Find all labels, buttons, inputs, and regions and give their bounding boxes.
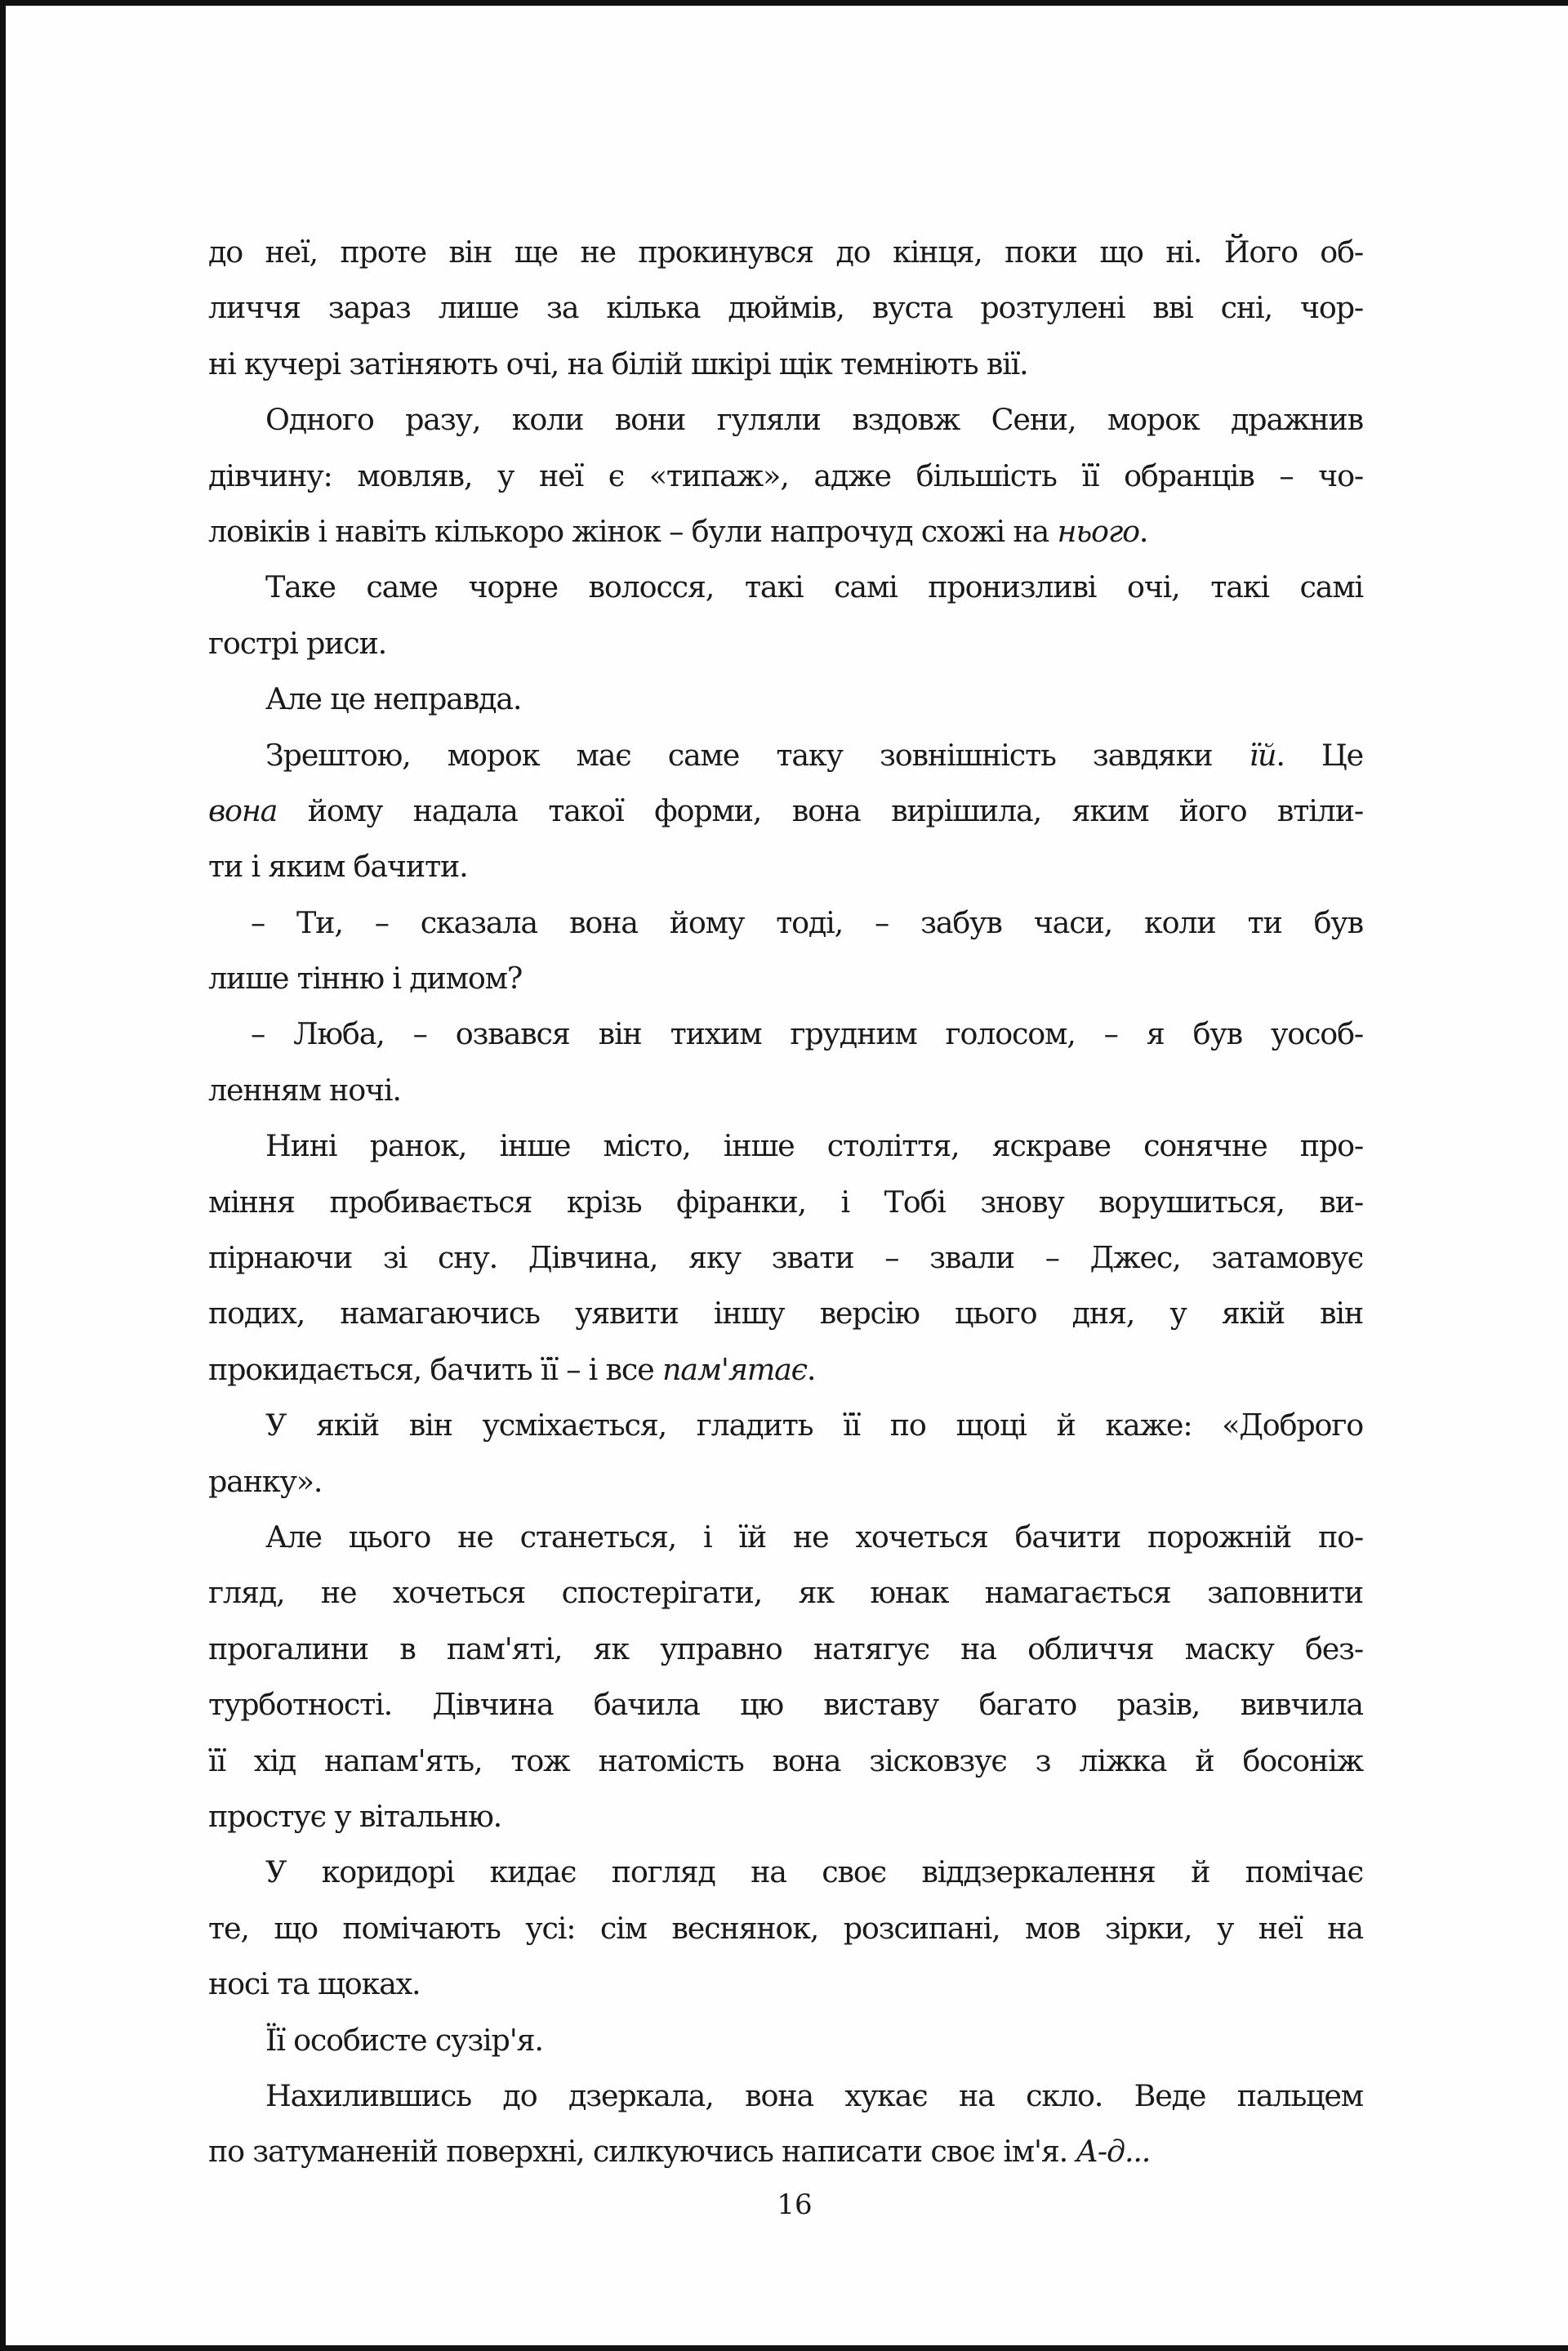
italic-text: вона [208,792,278,828]
text-run: ленням ночі. [208,1072,401,1108]
paragraph [208,2013,1363,2068]
text-run: Нахилившись до дзеркала, вона хукає на скло. Веде пальцем [265,2077,1363,2113]
text-run: лише тінню і димом? [208,961,523,997]
text-line [208,392,1363,448]
text-line [208,225,1363,280]
text-run: – Ти, – сказала вона йому тоді, – забув часи, коли ти був [251,904,1363,940]
text-run: Але це неправда. [265,681,522,717]
paragraph [208,225,1363,392]
text-line [208,616,1363,671]
text-line [208,671,1363,727]
text-line [208,337,1363,392]
paragraph [208,2068,1363,2180]
text-line [208,1677,1363,1733]
text-line [208,1733,1363,1789]
text-line [208,2068,1363,2124]
text-run: Зрештою, морок має саме таку зовнішність завдяки [265,737,1250,773]
text-run: прокидається, бачить її – і все [208,1351,662,1387]
text-line [208,1286,1363,1341]
text-run: . [1138,513,1148,549]
text-run: – Люба, – озвався він тихим грудним голосом, – я був уособ- [251,1016,1363,1052]
text-line [208,1175,1363,1230]
paragraph [208,392,1363,560]
text-line [208,1342,1363,1398]
text-line [208,1118,1363,1174]
text-run: ти і яким бачити. [208,849,468,885]
text-line [208,895,1363,951]
page-number: 16 [777,2188,813,2221]
text-run: те, що помічають усі: сім веснянок, розсипані, мов зірки, у неї на [208,1910,1363,1946]
text-line [208,2013,1363,2068]
text-line [208,1230,1363,1286]
paragraph [208,1845,1363,2012]
text-line [208,1845,1363,1900]
text-line [208,1622,1363,1677]
paragraph [208,560,1363,671]
paragraph [208,895,1363,1007]
text-run: прогалини в пам'яті, як управно натягує на обличчя маску без- [208,1631,1363,1666]
text-run: до неї, проте він ще не прокинувся до кінця, поки що ні. Його об- [208,234,1363,270]
text-line [208,783,1363,839]
text-run: . Це [1276,737,1363,773]
text-line [208,839,1363,894]
text-run: Одного разу, коли вони гуляли вздовж Сени, морок дражнив [265,402,1363,438]
text-run: ранку». [208,1463,323,1499]
italic-text: їй [1249,737,1276,773]
text-line [208,560,1363,615]
italic-text: А-д... [1076,2134,1151,2170]
text-run: гострі риси. [208,625,387,661]
text-line [208,1398,1363,1453]
text-line [208,1006,1363,1062]
text-line [208,1510,1363,1565]
text-line [208,1789,1363,1845]
text-run: йому надала такої форми, вона вирішила, яким його втіли- [277,792,1363,828]
text-run: Таке саме чорне волосся, такі самі пронизливі очі, такі самі [265,569,1363,605]
text-run: . [806,1351,816,1387]
paragraph [208,1398,1363,1510]
text-run: личчя зараз лише за кілька дюймів, вуста розтулені вві сні, чор- [208,290,1363,326]
text-line [208,504,1363,560]
paragraph [208,1510,1363,1845]
text-line [208,1063,1363,1118]
body-text [208,225,1363,2180]
text-run: простує у вітальню. [208,1798,502,1834]
text-run: ні кучері затіняють очі, на білій шкірі щік темніють вії. [208,346,1028,381]
text-line [208,951,1363,1006]
text-run: дівчину: мовляв, у неї є «типаж», адже більшість її обранців – чо- [208,457,1363,493]
paragraph [208,671,1363,727]
text-line [208,280,1363,336]
text-run: турботності. Дівчина бачила цю виставу багато разів, вивчила [208,1687,1363,1723]
paragraph [208,728,1363,895]
text-run: гляд, не хочеться спостерігати, як юнак намагається заповнити [208,1575,1363,1611]
text-line [208,1901,1363,1956]
italic-text: нього [1057,513,1139,549]
text-run: У якій він усміхається, гладить її по щоці й каже: «Доброго [265,1407,1363,1443]
text-run: ловіків і навіть кількоро жінок – були напрочуд схожі на [208,513,1058,549]
text-run: У коридорі кидає погляд на своє віддзеркалення й помічає [265,1854,1363,1890]
text-line [208,1454,1363,1510]
text-line [208,728,1363,783]
text-run: по затуманеній поверхні, силкуючись написати своє ім'я. [208,2134,1076,2170]
text-run: міння пробивається крізь фіранки, і Тобі знову ворушиться, ви- [208,1184,1363,1220]
text-line [208,448,1363,504]
text-run: Її особисте сузір'я. [265,2022,543,2058]
text-run: носі та щоках. [208,1966,421,2002]
text-run: пірнаючи зі сну. Дівчина, яку звати – звали – Джес, затамовує [208,1240,1363,1276]
paragraph [208,1118,1363,1398]
text-line [208,1956,1363,2012]
paragraph [208,1006,1363,1118]
text-line [208,2124,1363,2179]
text-run: Нині ранок, інше місто, інше століття, яскраве сонячне про- [265,1128,1363,1164]
text-run: її хід напам'ять, тож натомість вона зісковзує з ліжка й босоніж [208,1742,1363,1778]
text-run: Але цього не станеться, і їй не хочеться бачити порожній по- [265,1519,1363,1555]
text-run: подих, намагаючись уявити іншу версію цього дня, у якій він [208,1296,1363,1332]
text-line [208,1565,1363,1621]
italic-text: пам'ятає [662,1351,807,1387]
